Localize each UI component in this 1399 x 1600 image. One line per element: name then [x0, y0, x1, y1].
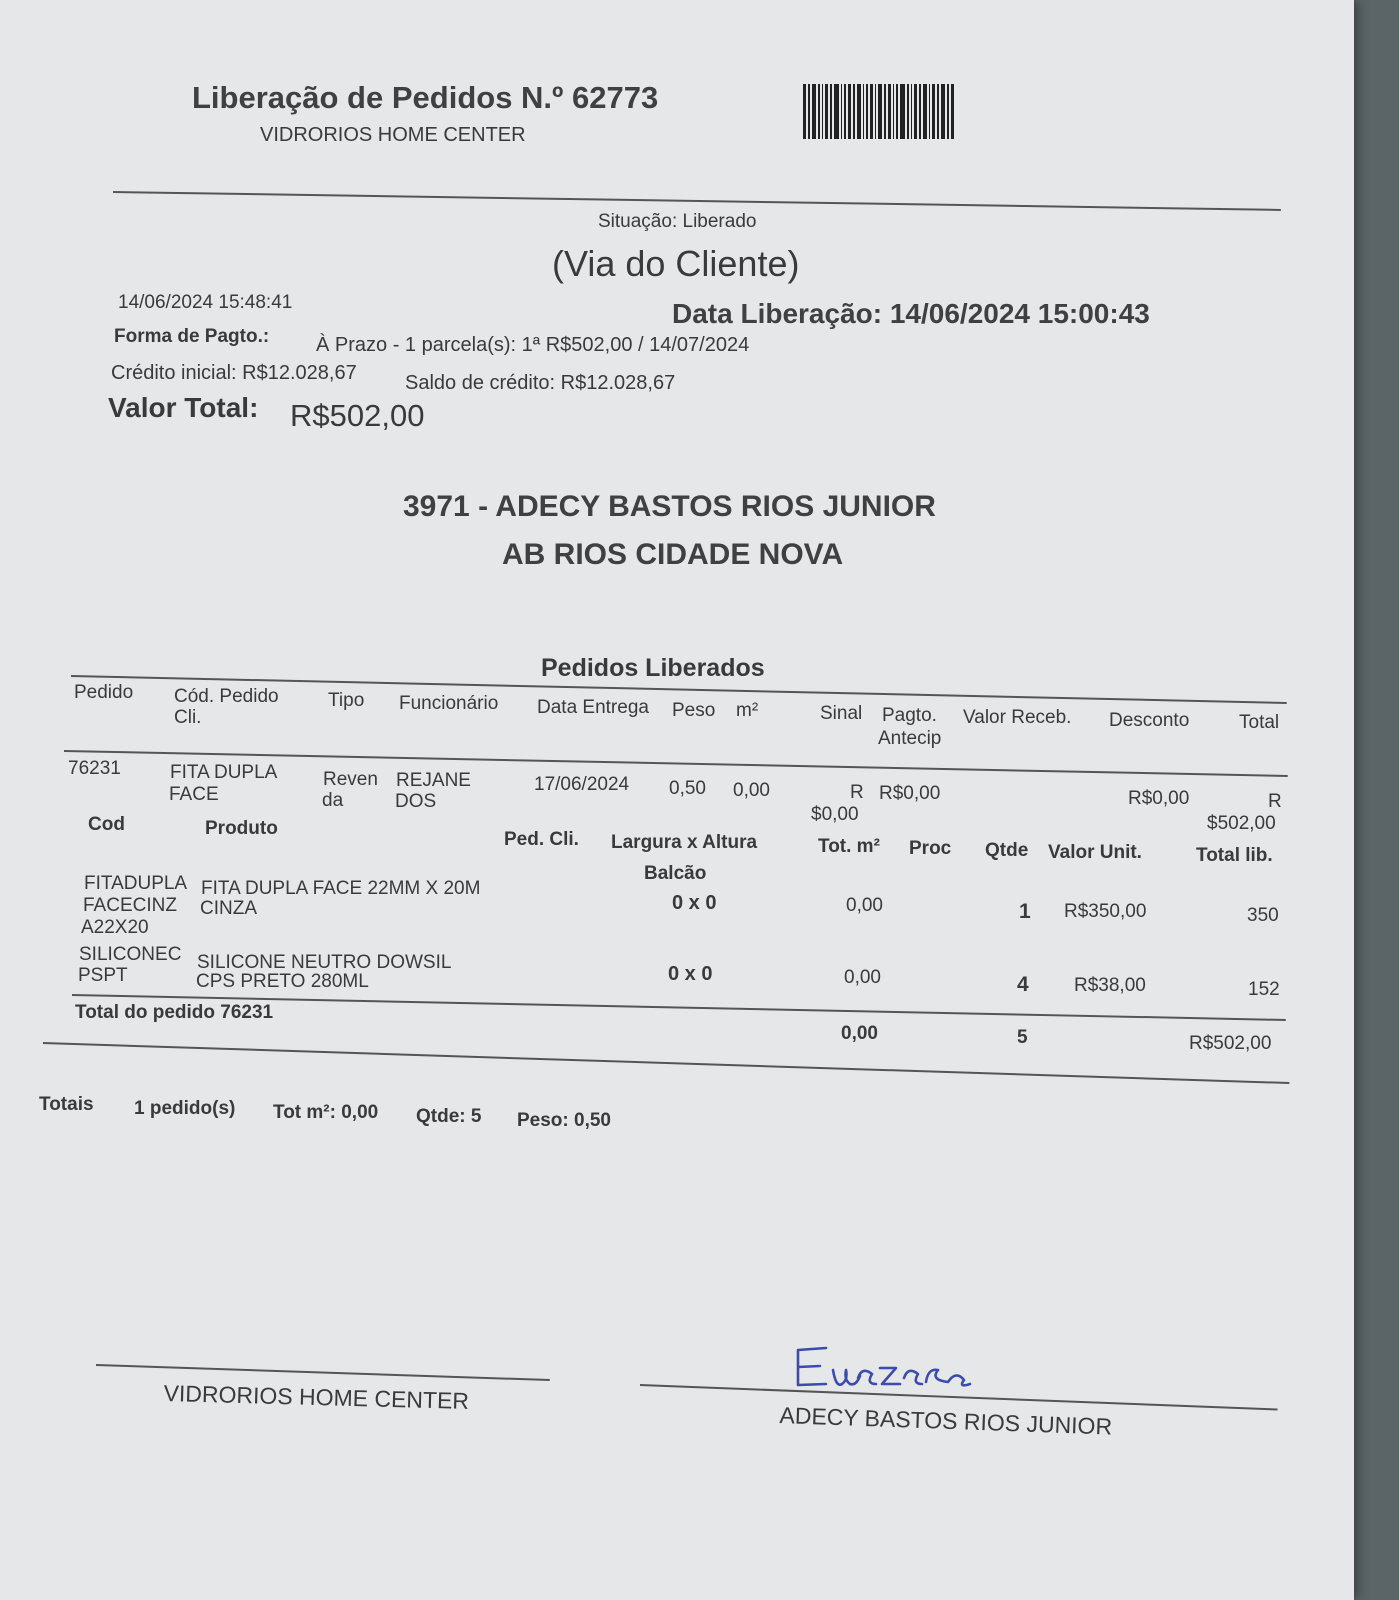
credito-inicial: Crédito inicial: R$12.028,67 — [111, 362, 357, 384]
col-produto: Produto — [205, 818, 278, 839]
product-cod: A22X20 — [81, 917, 149, 938]
order-tipo: Reven — [323, 769, 378, 790]
col-cod-pedido-2: Cli. — [174, 707, 202, 728]
col-pedido: Pedido — [74, 682, 134, 703]
order-sinal-2: $0,00 — [811, 804, 859, 825]
col-cod-pedido: Cód. Pedido — [174, 686, 279, 707]
product-dimensions: 0 x 0 — [668, 963, 713, 985]
signature-label-right: ADECY BASTOS RIOS JUNIOR — [779, 1402, 1113, 1440]
product-qtde: 1 — [1019, 900, 1031, 923]
col-largura-altura: Largura x Altura — [611, 832, 758, 853]
totals-tot-m2: Tot m²: 0,00 — [273, 1102, 379, 1123]
col-total: Total — [1239, 712, 1280, 733]
order-pedido: 76231 — [68, 758, 121, 779]
product-name: FITA DUPLA FACE 22MM X 20M — [201, 878, 481, 899]
col-m2: m² — [736, 700, 759, 721]
col-total-lib: Total lib. — [1196, 845, 1273, 866]
order-m2: 0,00 — [733, 780, 770, 801]
product-tot-m2: 0,00 — [846, 895, 883, 916]
col-proc: Proc — [909, 838, 952, 859]
col-tipo: Tipo — [328, 690, 365, 711]
document-title: Liberação de Pedidos N.º 62773 — [192, 80, 659, 115]
col-tot-m2: Tot. m² — [818, 836, 880, 857]
product-total-lib: 152 — [1248, 979, 1280, 1000]
client-name: 3971 - ADECY BASTOS RIOS JUNIOR — [403, 490, 936, 523]
order-tipo-2: da — [322, 790, 344, 811]
order-total-value: R$502,00 — [1189, 1033, 1272, 1054]
section-title: Pedidos Liberados — [541, 654, 765, 682]
col-funcionario: Funcionário — [399, 693, 499, 714]
product-name: CINZA — [200, 898, 257, 919]
product-qtde: 4 — [1017, 973, 1029, 996]
saldo-credito: Saldo de crédito: R$12.028,67 — [405, 372, 676, 394]
totals-pedidos: 1 pedido(s) — [134, 1098, 236, 1119]
header-divider — [113, 191, 1281, 211]
col-cod: Cod — [88, 814, 125, 835]
product-total-lib: 350 — [1247, 905, 1279, 926]
totals-peso: Peso: 0,50 — [517, 1110, 611, 1131]
signature-label-left: VIDRORIOS HOME CENTER — [163, 1380, 470, 1414]
order-sinal: R — [850, 782, 864, 803]
product-valor-unit: R$38,00 — [1074, 975, 1146, 996]
situacao-text: Situação: Liberado — [598, 211, 757, 232]
data-liberacao: Data Liberação: 14/06/2024 15:00:43 — [672, 298, 1150, 329]
col-ped-cli: Ped. Cli. — [504, 829, 579, 850]
col-peso: Peso — [672, 700, 716, 721]
valor-total-label: Valor Total: — [108, 392, 259, 423]
col-balcao: Balcão — [644, 863, 707, 884]
order-total-m2: 0,00 — [841, 1023, 878, 1044]
product-cod: PSPT — [78, 965, 128, 986]
col-desconto: Desconto — [1109, 710, 1190, 731]
product-valor-unit: R$350,00 — [1064, 901, 1147, 922]
col-pagto: Pagto. — [882, 705, 937, 726]
col-pagto-2: Antecip — [878, 728, 942, 749]
product-cod: FITADUPLA — [84, 873, 188, 894]
order-funcionario-2: DOS — [395, 791, 437, 812]
company-name: VIDRORIOS HOME CENTER — [260, 124, 526, 146]
barcode — [803, 84, 1011, 139]
product-cod: SILICONEC — [79, 944, 182, 965]
forma-pagto-value: À Prazo - 1 parcela(s): 1ª R$502,00 / 14/07/2024 — [316, 334, 750, 356]
product-name: SILICONE NEUTRO DOWSIL — [197, 952, 452, 973]
order-cod: FITA DUPLA — [170, 762, 278, 783]
client-store: AB RIOS CIDADE NOVA — [502, 538, 844, 571]
order-total-divider — [43, 1042, 1289, 1084]
order-funcionario: REJANE — [396, 770, 471, 791]
order-peso: 0,50 — [669, 778, 706, 799]
product-cod: FACECINZ — [83, 895, 177, 916]
order-data-entrega: 17/06/2024 — [534, 774, 630, 795]
order-total-2: $502,00 — [1207, 813, 1276, 834]
order-total: R — [1268, 791, 1282, 812]
forma-pagto-label: Forma de Pagto.: — [114, 326, 270, 347]
order-total-qtde: 5 — [1017, 1027, 1028, 1048]
order-pagto: R$0,00 — [879, 783, 941, 804]
via-text: (Via do Cliente) — [552, 243, 800, 284]
valor-total-value: R$502,00 — [290, 398, 425, 433]
totals-label: Totais — [39, 1094, 94, 1115]
order-desconto: R$0,00 — [1128, 788, 1190, 809]
signature-line-left — [96, 1364, 550, 1381]
col-sinal: Sinal — [820, 703, 863, 724]
col-qtde: Qtde — [985, 840, 1029, 861]
product-tot-m2: 0,00 — [844, 967, 881, 988]
product-name: CPS PRETO 280ML — [196, 971, 369, 992]
col-data-entrega: Data Entrega — [537, 697, 649, 718]
order-cod-2: FACE — [169, 784, 219, 805]
col-valor-unit: Valor Unit. — [1048, 842, 1142, 863]
order-total-label: Total do pedido 76231 — [75, 1002, 274, 1023]
product-dimensions: 0 x 0 — [672, 892, 717, 914]
totals-qtde: Qtde: 5 — [416, 1106, 482, 1127]
col-valor-receb: Valor Receb. — [963, 707, 1072, 728]
print-datetime: 14/06/2024 15:48:41 — [118, 292, 293, 313]
